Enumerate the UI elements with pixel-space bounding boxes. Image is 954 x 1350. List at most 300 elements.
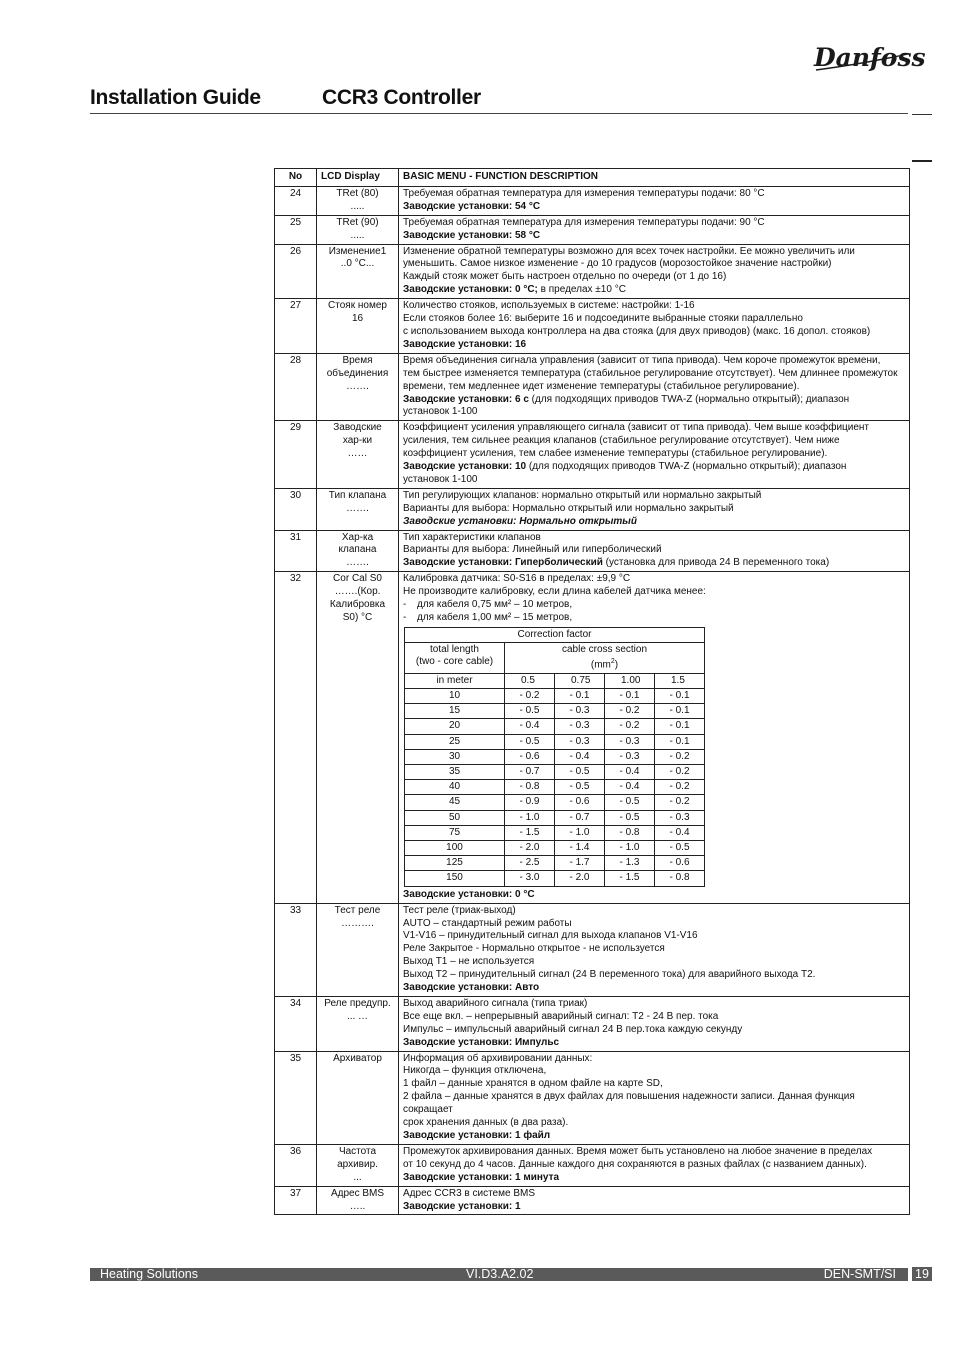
description-text: Тест реле (триак-выход) [403, 904, 516, 916]
description-line [403, 889, 905, 902]
cf-value: - 0.3 [605, 749, 655, 764]
cf-value: - 0.3 [555, 734, 605, 749]
cf-value: - 0.8 [655, 871, 705, 886]
lcd-line: Стояк номер [328, 300, 387, 312]
description-text: 2 файла – данные хранятся в двух файлах для повышения надежности записи. Данная функция сокращает [403, 1091, 855, 1116]
description-text: 1 файл – данные хранятся в одном файле на карте SD, [403, 1078, 663, 1090]
description-text: Каждый стояк может быть настроен отдельно по очереди (от 1 до 16) [403, 271, 727, 283]
cf-value: - 2.5 [505, 856, 555, 871]
margin-mark [912, 160, 932, 162]
factory-setting: Заводские установки: 58 °C [403, 229, 541, 241]
lcd-line: Частота [338, 1145, 377, 1157]
cf-value: - 1.0 [605, 841, 655, 856]
description-line [403, 969, 905, 982]
description-line [403, 394, 905, 407]
lcd-line: Тип клапана [328, 489, 387, 501]
description-text: Коэффициент усиления управляющего сигнала (зависит от типа привода). Чем выше коэффициент [403, 422, 870, 434]
table-row [275, 1144, 910, 1186]
cf-length-header-l1: total length [430, 644, 479, 656]
description-line [403, 1037, 905, 1050]
cf-row [405, 780, 705, 795]
description-line [403, 313, 905, 326]
row-number: 32 [275, 572, 317, 903]
lcd-line: ………. [341, 917, 374, 929]
description-text: Импульс – импульсный аварийный сигнал 24 В пер.тока каждую секунду [403, 1023, 743, 1035]
description-line [403, 381, 905, 394]
description-line [403, 1091, 905, 1117]
lcd-display [317, 299, 399, 354]
description-line [403, 326, 905, 339]
lcd-line: 16 [351, 313, 364, 325]
cf-value: - 0.5 [605, 795, 655, 810]
description-line [403, 246, 905, 259]
description-line [403, 188, 905, 201]
cf-row [405, 719, 705, 734]
cf-value: - 0.8 [605, 825, 655, 840]
lcd-line: …….(Кор. [334, 586, 381, 598]
cf-row [405, 825, 705, 840]
description-line [403, 406, 905, 419]
cf-value: - 0.5 [505, 704, 555, 719]
factory-setting: Заводские установки: Импульс [403, 1036, 560, 1048]
footer-bar [90, 1268, 908, 1281]
table-row [275, 215, 910, 244]
cf-value: - 1.5 [605, 871, 655, 886]
description-line [403, 355, 905, 368]
cf-value: - 1.0 [555, 825, 605, 840]
cf-unit-sup: 2 [610, 658, 615, 666]
description-line [403, 1188, 905, 1201]
description-text: Количество стояков, используемых в системе: настройки: 1-16 [403, 300, 695, 312]
lcd-display [317, 488, 399, 530]
cf-row [405, 749, 705, 764]
description-line [403, 368, 905, 381]
description-line [403, 474, 905, 487]
table-row [275, 488, 910, 530]
description-line [403, 461, 905, 474]
danfoss-logo [812, 36, 926, 76]
description-text: (для подходящих приводов TWA-Z (нормально открытый); диапазон [528, 393, 850, 405]
table-row [275, 530, 910, 572]
description-text: уменьшить. Самое низкое изменение - до 10 градусов (морозостойкое значение настройки) [403, 258, 832, 270]
lcd-display [317, 1186, 399, 1215]
description-line [403, 1065, 905, 1078]
lcd-line: Калибровка [329, 599, 386, 611]
lcd-line: TRet (80) [336, 187, 379, 199]
cf-length: 20 [405, 719, 505, 734]
cf-size: 0.75 [555, 673, 605, 688]
cf-unit-open: (mm [590, 659, 611, 671]
description-line [403, 918, 905, 931]
table-row [275, 1051, 910, 1144]
cf-cross-section-l2 [507, 656, 702, 672]
lcd-display [317, 530, 399, 572]
cf-value: - 0.3 [605, 734, 655, 749]
lcd-display [317, 353, 399, 421]
cf-value: - 0.2 [505, 689, 555, 704]
cf-row [405, 704, 705, 719]
col-header-lcd: LCD Display [317, 169, 399, 187]
table-row [275, 244, 910, 299]
cf-header-row [405, 643, 705, 674]
description-text: Никогда – функция отключена, [403, 1065, 547, 1077]
lcd-display [317, 421, 399, 489]
description-line [403, 557, 905, 570]
row-number: 25 [275, 215, 317, 244]
bullet-dash: - [403, 612, 407, 623]
cf-length: 30 [405, 749, 505, 764]
description-text: Выход T1 – не используется [403, 956, 535, 968]
lcd-line: хар-ки [342, 435, 373, 447]
description-text: Тип характеристики клапанов [403, 531, 541, 543]
row-number: 28 [275, 353, 317, 421]
header-rule [90, 113, 908, 114]
description-line [403, 258, 905, 271]
cf-value: - 0.2 [655, 795, 705, 810]
description-line [403, 573, 905, 586]
lcd-line: архивир. [337, 1158, 378, 1170]
table-header-row [275, 169, 910, 187]
factory-setting: Заводские установки: Нормально открытый [403, 515, 637, 527]
bullet-dash: - [403, 599, 407, 611]
doc-type-title: Installation Guide [90, 86, 261, 109]
description-line [403, 998, 905, 1011]
description-text: Все еще вкл. – непрерывный аварийный сигнал: T2 - 24 В пер. тока [403, 1010, 719, 1022]
cf-value: - 0.5 [555, 765, 605, 780]
description-text: с использованием выхода контроллера на два стояка (для двух приводов) (макс. 16 допол. стояков) [403, 325, 871, 337]
lcd-display [317, 903, 399, 996]
factory-setting: Заводские установки: 6 с [403, 393, 529, 405]
cf-length: 45 [405, 795, 505, 810]
lcd-display [317, 572, 399, 903]
cf-value: - 0.7 [505, 765, 555, 780]
description-text: усиления, тем сильнее реакция клапанов (стабильное регулирование отсутствует). Чем ниже [403, 435, 840, 447]
description-line [403, 532, 905, 545]
function-description [399, 1051, 910, 1144]
description-text: Если стояков более 16: выберите 16 и подсоедините выбранные стояки параллельно [403, 313, 803, 325]
cf-value: - 0.8 [505, 780, 555, 795]
cf-row [405, 810, 705, 825]
correction-factor-table [404, 627, 705, 887]
cf-value: - 0.1 [655, 704, 705, 719]
description-line [403, 1172, 905, 1185]
description-line [403, 1024, 905, 1037]
function-description [399, 421, 910, 489]
description-text: Информация об архивировании данных: [403, 1052, 593, 1064]
description-text: коэффициент усиления, тем слабее изменение температуры (стабильное регулирование). [403, 448, 828, 460]
lcd-line: Изменение1 [328, 245, 387, 257]
factory-setting: Заводские установки: Гиперболический [403, 557, 603, 569]
cf-value: - 1.0 [505, 810, 555, 825]
function-description [399, 488, 910, 530]
col-header-desc: BASIC MENU - FUNCTION DESCRIPTION [399, 169, 910, 187]
description-line [403, 422, 905, 435]
cf-length: 150 [405, 871, 505, 886]
table-row [275, 421, 910, 489]
cf-size: 1.5 [655, 673, 705, 688]
function-description [399, 530, 910, 572]
lcd-line: Заводские [333, 422, 382, 434]
factory-setting: Заводские установки: 10 [403, 461, 527, 473]
cf-length: 25 [405, 734, 505, 749]
cf-value: - 1.3 [605, 856, 655, 871]
description-line [403, 943, 905, 956]
cf-row [405, 856, 705, 871]
lcd-line: ….. [349, 1200, 366, 1212]
cf-length: 40 [405, 780, 505, 795]
description-text: времени, тем медленнее идет изменение температуры (стабильное регулирование). [403, 380, 800, 392]
function-description [399, 299, 910, 354]
description-text: Выход T2 – принудительный сигнал (24 В переменного тока) для аварийного выхода T2. [403, 969, 816, 981]
description-line [403, 230, 905, 243]
lcd-line: ..... [350, 229, 365, 241]
description-text: Не производите калибровку, если длина кабелей датчика менее: [403, 586, 706, 598]
factory-setting: Заводские установки: 0 °C [403, 888, 535, 900]
description-text: от 10 секунд до 4 часов. Данные каждого дня сохраняются в разных файлах (с названием данных). [403, 1158, 867, 1170]
cf-value: - 0.3 [655, 810, 705, 825]
description-line [403, 339, 905, 352]
row-number: 27 [275, 299, 317, 354]
lcd-line: ... [353, 1171, 362, 1183]
cf-length: 10 [405, 689, 505, 704]
row-number: 35 [275, 1051, 317, 1144]
description-line [403, 1159, 905, 1172]
cf-value: - 0.1 [655, 734, 705, 749]
description-text: установок 1-100 [403, 473, 478, 485]
cf-size-row [405, 673, 705, 688]
description-line [403, 1146, 905, 1159]
factory-setting: Заводские установки: 1 минута [403, 1171, 560, 1183]
lcd-display [317, 1051, 399, 1144]
function-description [399, 903, 910, 996]
lcd-display [317, 215, 399, 244]
cf-value: - 0.2 [655, 749, 705, 764]
cf-size: 1.00 [605, 673, 655, 688]
product-title: CCR3 Controller [322, 86, 481, 109]
cf-value: - 2.0 [555, 871, 605, 886]
table-row [275, 353, 910, 421]
cf-length-header [405, 643, 505, 674]
lcd-line: TRet (90) [336, 216, 379, 228]
description-line [403, 201, 905, 214]
cf-value: - 1.7 [555, 856, 605, 871]
lcd-line: ……. [346, 502, 369, 514]
cf-value: - 0.2 [605, 719, 655, 734]
lcd-line: клапана [338, 544, 377, 556]
function-description [399, 1144, 910, 1186]
factory-setting: Заводские установки: 1 [403, 1200, 521, 1212]
description-line [403, 217, 905, 230]
description-line [403, 300, 905, 313]
description-text: установок 1-100 [403, 406, 478, 418]
function-description [399, 186, 910, 215]
cf-value: - 0.5 [655, 841, 705, 856]
factory-setting: Заводские установки: 1 файл [403, 1130, 551, 1141]
cf-cross-section-header [505, 643, 705, 674]
description-text: тем быстрее изменяется температура (стабильное регулирование отсутствует). Чем длиннее промежуток [403, 367, 898, 379]
description-line [403, 930, 905, 943]
description-text: Тип регулирующих клапанов: нормально открытый или нормально закрытый [403, 489, 762, 501]
cf-value: - 1.4 [555, 841, 605, 856]
cf-value: - 0.1 [555, 689, 605, 704]
svg-text:Danfoss: Danfoss [814, 43, 926, 72]
cf-value: - 0.1 [655, 719, 705, 734]
lcd-line: ..0 °C... [340, 258, 375, 270]
lcd-line: …… [347, 448, 368, 460]
cf-length: 15 [405, 704, 505, 719]
description-text: Промежуток архивирования данных. Время может быть установлено на любое значение в пределах [403, 1145, 873, 1157]
cf-value: - 0.7 [555, 810, 605, 825]
row-number: 30 [275, 488, 317, 530]
bullet-text: для кабеля 0,75 мм² – 10 метров, [417, 599, 573, 611]
cf-title: Correction factor [405, 627, 705, 642]
description-line [403, 435, 905, 448]
table-row [275, 186, 910, 215]
function-description [399, 215, 910, 244]
lcd-line: S0) °C [342, 612, 373, 623]
row-number: 36 [275, 1144, 317, 1186]
function-description [399, 572, 910, 903]
cf-value: - 0.5 [555, 780, 605, 795]
description-line [403, 544, 905, 557]
description-text: Варианты для выбора: Нормально открытый или нормально закрытый [403, 502, 734, 514]
description-line [403, 1011, 905, 1024]
description-line [403, 1078, 905, 1091]
cf-value: - 0.6 [555, 795, 605, 810]
cf-row [405, 734, 705, 749]
cf-size: 0.5 [505, 673, 555, 688]
description-line [403, 490, 905, 503]
factory-setting: Заводские установки: 54 °C [403, 200, 541, 212]
margin-mark [912, 114, 932, 115]
description-line [403, 1201, 905, 1214]
description-text: AUTO – стандартный режим работы [403, 917, 572, 929]
lcd-line: ... … [346, 1010, 369, 1022]
lcd-display [317, 186, 399, 215]
cf-row [405, 871, 705, 886]
description-text: Калибровка датчика: S0-S16 в пределах: ±9,9 °C [403, 573, 631, 585]
factory-setting: Заводские установки: 0 °C; [403, 284, 538, 296]
description-line [403, 586, 905, 599]
cf-row [405, 841, 705, 856]
footer-dept: DEN-SMT/SI [823, 1267, 896, 1281]
function-description [399, 244, 910, 299]
lcd-line: ……. [346, 380, 369, 392]
lcd-display [317, 244, 399, 299]
description-line [403, 612, 905, 625]
cf-value: - 0.4 [555, 749, 605, 764]
bullet-text: для кабеля 1,00 мм² – 15 метров, [417, 612, 573, 623]
description-text: (для подходящих приводов TWA-Z (нормально открытый); диапазон [526, 461, 847, 473]
footer-section: Heating Solutions [100, 1267, 198, 1281]
lcd-display [317, 1144, 399, 1186]
description-line [403, 905, 905, 918]
cf-row [405, 765, 705, 780]
cf-value: - 0.1 [655, 689, 705, 704]
cf-length: 35 [405, 765, 505, 780]
cf-value: - 0.4 [605, 780, 655, 795]
description-text: Адрес CCR3 в системе BMS [403, 1187, 536, 1199]
cf-value: - 0.2 [605, 704, 655, 719]
description-text: Время объединения сигнала управления (зависит от типа привода). Чем короче промежуток времени, [403, 354, 881, 366]
table-row [275, 903, 910, 996]
lcd-line: Архиватор [333, 1052, 382, 1064]
cf-value: - 0.3 [555, 704, 605, 719]
cf-value: - 0.6 [655, 856, 705, 871]
basic-menu-table [274, 168, 910, 1215]
cf-unit-label: in meter [405, 673, 505, 688]
lcd-line: Реле предупр. [324, 997, 391, 1009]
cf-value: - 0.9 [505, 795, 555, 810]
table-row [275, 1186, 910, 1215]
description-line [403, 982, 905, 995]
cf-value: - 0.4 [655, 825, 705, 840]
lcd-line: ..... [350, 200, 365, 212]
page-number: 19 [912, 1267, 932, 1281]
lcd-line: Тест реле [334, 904, 381, 916]
cf-value: - 0.1 [605, 689, 655, 704]
lcd-line: Адрес BMS [330, 1187, 385, 1199]
function-description [399, 353, 910, 421]
cf-length-header-l2: (two - core cable) [415, 656, 494, 668]
cf-value: - 0.5 [505, 734, 555, 749]
row-number: 26 [275, 244, 317, 299]
row-number: 29 [275, 421, 317, 489]
cf-length: 75 [405, 825, 505, 840]
description-line [403, 503, 905, 516]
function-description [399, 996, 910, 1051]
description-line [403, 1053, 905, 1066]
lcd-line: Cor Cal S0 [333, 573, 382, 585]
cf-value: - 3.0 [505, 871, 555, 886]
description-line [403, 1130, 905, 1143]
lcd-display [317, 996, 399, 1051]
cf-title-row [405, 627, 705, 642]
description-line [403, 271, 905, 284]
description-text: Изменение обратной температуры возможно для всех точек настройки. Ее можно увеличить или [403, 245, 855, 257]
description-line [403, 516, 905, 529]
description-text: Реле Закрытое - Нормально открытое - не используется [403, 943, 665, 955]
function-description [399, 1186, 910, 1215]
description-text: Варианты для выбора: Линейный или гиперболический [403, 544, 662, 556]
factory-setting: Заводские установки: 16 [403, 338, 527, 350]
description-text: срок хранения данных (в два раза). [403, 1117, 569, 1129]
row-number: 24 [275, 186, 317, 215]
cf-value: - 0.4 [505, 719, 555, 734]
row-number: 37 [275, 1186, 317, 1215]
description-text: (установка для привода 24 В переменного тока) [602, 557, 830, 569]
cf-row [405, 689, 705, 704]
row-number: 33 [275, 903, 317, 996]
cf-unit-close: ) [614, 659, 619, 671]
footer-doc-code: VI.D3.A2.02 [466, 1267, 534, 1281]
description-text: Выход аварийного сигнала (типа триак) [403, 997, 588, 1009]
lcd-line: объединения [326, 367, 389, 379]
cf-length: 50 [405, 810, 505, 825]
factory-setting: Заводские установки: Авто [403, 982, 540, 994]
description-text: Требуемая обратная температура для измерения температуры подачи: 80 °C [403, 187, 765, 199]
description-text: в пределах ±10 °C [537, 284, 626, 296]
description-text: V1-V16 – принудительный сигнал для выхода клапанов V1-V16 [403, 930, 698, 942]
description-line [403, 448, 905, 461]
cf-cross-section-l1: cable cross section [561, 644, 648, 656]
description-line [403, 956, 905, 969]
cf-value: - 0.2 [655, 780, 705, 795]
cf-length: 100 [405, 841, 505, 856]
cf-value: - 0.2 [655, 765, 705, 780]
cf-row [405, 795, 705, 810]
table-row [275, 572, 910, 903]
